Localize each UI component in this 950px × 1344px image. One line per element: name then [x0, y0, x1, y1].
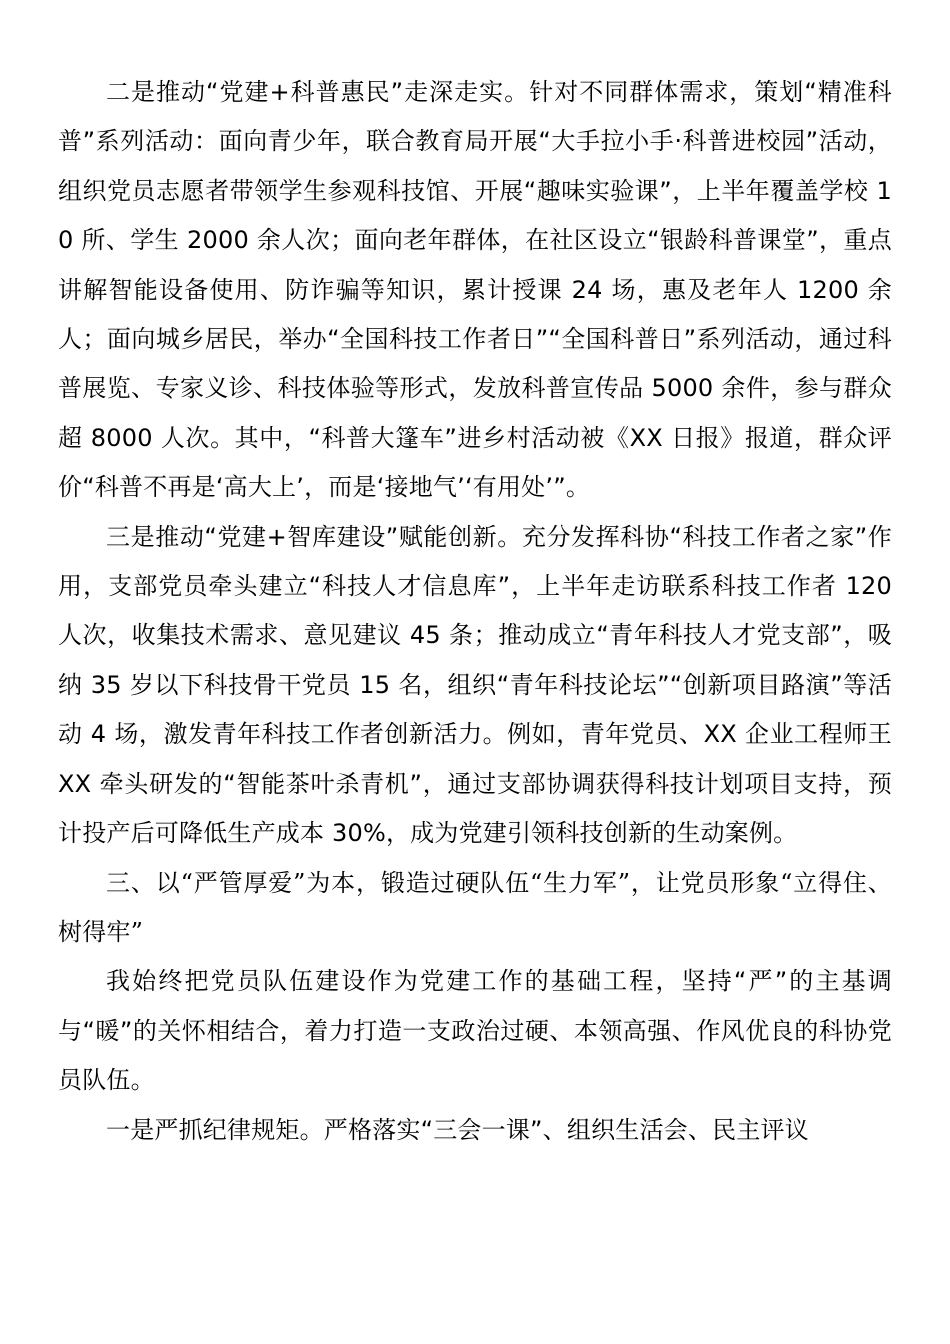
section-heading-three: 三、以“严管厚爱”为本，锻造过硬队伍“生力军”，让党员形象“立得住、树得牢” [58, 868, 892, 946]
paragraph-discipline: 一是严抓纪律规矩。严格落实“三会一课”、组织生活会、民主评议 [106, 1115, 809, 1144]
paragraph-think-tank: 三是推动“党建+智库建设”赋能创新。充分发挥科协“科技工作者之家”作用，支部党员牵头建立“科技人才信息库”，上半年走访联系科技工作者 120 人次，收集技术需求、意见建议 45 条；推动成立“青年科技人才党支部”，吸纳 35 岁以下科技骨干党员 15 名，组织“青年科技论坛”“创新项目路演”等活动 4 场，激发青年科技工作者创新活力。例如，青年党员、XX 企业工程师王 XX 牵头研发的“智能茶叶杀青机”，通过支部协调获得科技计划项目支持，预计投产后可降低生产成本 30%，成为党建引领科技创新的生动案例。 [58, 522, 892, 848]
paragraph-science-popularization: 二是推动“党建+科普惠民”走深走实。针对不同群体需求，策划“精准科普”系列活动：面向青少年，联合教育局开展“大手拉小手·科普进校园”活动，组织党员志愿者带领学生参观科技馆、开展“趣味实验课”，上半年覆盖学校 10 所、学生 2000 余人次；面向老年群体，在社区设立“银龄科普课堂”，重点讲解智能设备使用、防诈骗等知识，累计授课 24 场，惠及老年人 1200 余人；面向城乡居民，举办“全国科技工作者日”“全国科普日”系列活动，通过科普展览、专家义诊、科技体验等形式，发放科普宣传品 5000 余件，参与群众超 8000 人次。其中，“科普大篷车”进乡村活动被《XX 日报》报道，群众评价“科普不再是‘高大上’，而是‘接地气’‘有用处’”。 [58, 78, 892, 502]
document-page [58, 68, 892, 1155]
paragraph-team-building: 我始终把党员队伍建设作为党建工作的基础工程，坚持“严”的主基调与“暖”的关怀相结合，着力打造一支政治过硬、本领高强、作风优良的科协党员队伍。 [58, 967, 892, 1095]
